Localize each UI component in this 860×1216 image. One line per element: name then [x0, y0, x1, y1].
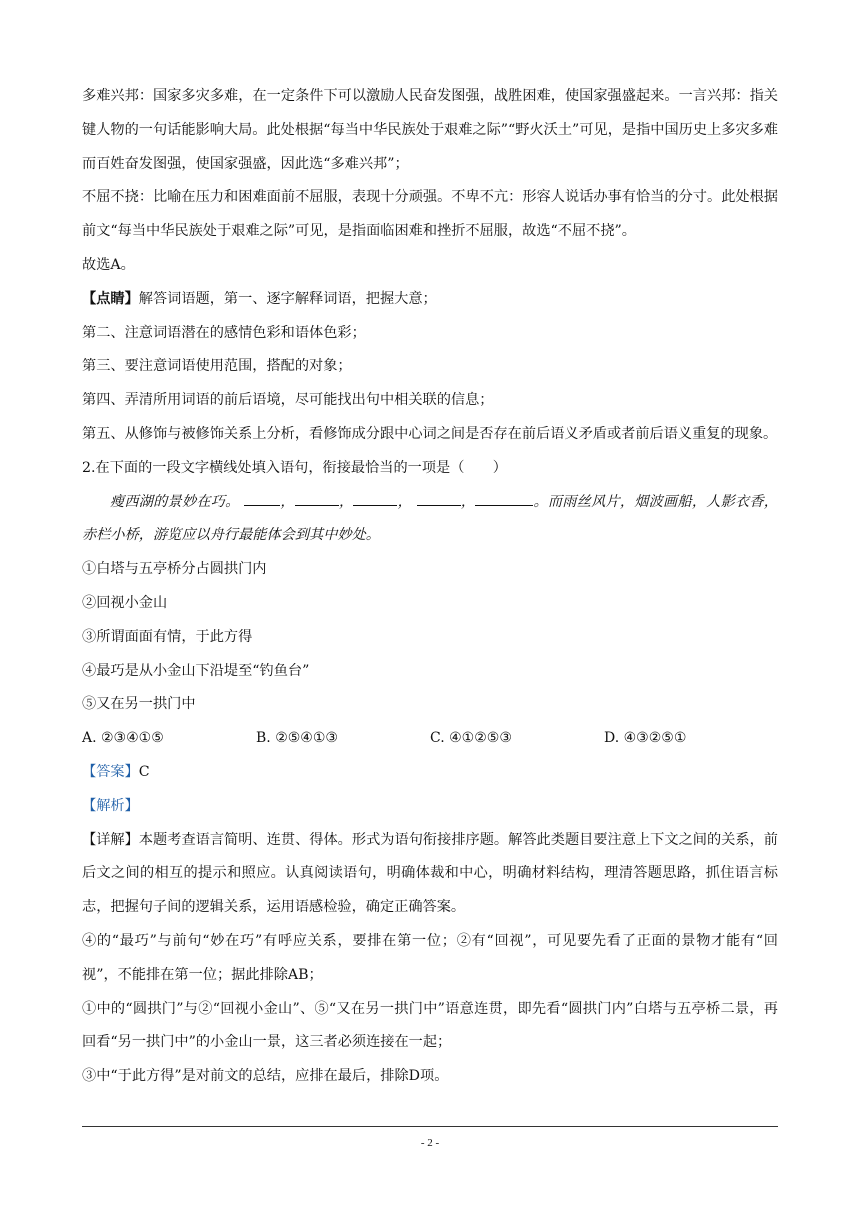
question-stem [82, 452, 778, 486]
detail-paragraph-4: ③中“于此方得”是对前文的总结，应排在最后，排除D项。 [82, 1068, 449, 1085]
answer-tag: 【答案】 [82, 763, 139, 780]
option-a: A. ②③④①⑤ [82, 730, 164, 747]
item-2: ②回视小金山 [82, 594, 168, 611]
blank-4 [417, 491, 461, 506]
passage-start: 瘦西湖的景妙在巧。 [110, 493, 240, 510]
detail-paragraph-1 [82, 824, 778, 925]
blank-1 [244, 491, 280, 506]
tip-tag: 【点睛】 [82, 290, 139, 307]
footer-divider [82, 1126, 778, 1127]
passage-end: 。而雨丝风片，烟波画船，人影衣香，赤栏小桥，游览应以舟行最能体会到其中妙处。 [82, 493, 778, 544]
answer-options [82, 722, 778, 756]
paragraph-duonan: 多难兴邦：国家多灾多难，在一定条件下可以激励人民奋发图强，战胜困难，使国家强盛起来。一言兴邦：指关键人物的一句话能影响大局。此处根据“每当中华民族处于艰难之际”“野火沃土”可见，是指中国历史上多灾多难而百姓奋发图强，使国家强盛，因此选“多难兴邦”； [82, 88, 778, 172]
paragraph-buqu: 不屈不挠：比喻在压力和困难面前不屈服，表现十分顽强。不卑不亢：形容人说话办事有恰当的分寸。此处根据前文“每当中华民族处于艰难之际”可见，是指面临困难和挫折不屈服，故选“不屈不挠”。 [82, 189, 778, 240]
question-passage: 瘦西湖的景妙在巧。 ， ， ， ， 。而雨丝风片，烟波画船，人影衣香，赤栏小桥，游览应以舟行最能体会到其中妙处。 [82, 486, 778, 554]
option-c: C. ④①②⑤③ [430, 730, 512, 747]
document-body [82, 80, 778, 1094]
blank-2 [295, 491, 339, 506]
paragraph-conclusion: 故选A。 [82, 256, 135, 273]
detail-text-1: 本题考查语言简明、连贯、得体。形式为语句衔接排序题。解答此类题目要注意上下文之间的关系，前后文之间的相互的提示和照应。认真阅读语句，明确体裁和中心，明确材料结构，理清答题思路，抓住语言标志，把握句子间的逻辑关系，运用语感检验，确定正确答案。 [82, 831, 778, 916]
paragraph-second: 第二、注意词语潜在的感情色彩和语体色彩； [82, 324, 366, 341]
item-1: ①白塔与五亭桥分占圆拱门内 [82, 561, 267, 578]
option-b: B. ②⑤④①③ [256, 730, 338, 747]
item-3: ③所谓面面有情，于此方得 [82, 628, 253, 645]
detail-paragraph-3: ①中的“圆拱门”与②“回视小金山”、⑤“又在另一拱门中”语意连贯，即先看“圆拱门内”白塔与五亭桥二景，再回看“另一拱门中”的小金山一景，这三者必须连接在一起； [82, 1000, 778, 1051]
answer-value: C [138, 763, 150, 780]
paragraph-fifth: 第五、从修饰与被修饰关系上分析，看修饰成分跟中心词之间是否存在前后语义矛盾或者前后语义重复的现象。 [82, 425, 778, 442]
detail-paragraph-2: ④的“最巧”与前句“妙在巧”有呼应关系，要排在第一位；②有“回视”，可见要先看了正面的景物才能有“回视”，不能排在第一位；据此排除AB； [82, 932, 778, 983]
analysis-tag: 【解析】 [82, 797, 139, 814]
paragraph-tip [82, 283, 778, 317]
paragraph-fourth: 第四、弄清所用词语的前后语境，尽可能找出句中相关联的信息； [82, 392, 494, 409]
paragraph-third: 第三、要注意词语使用范围，搭配的对象； [82, 358, 352, 375]
item-5: ⑤又在另一拱门中 [82, 696, 196, 713]
tip-text: 解答词语题，第一、逐字解释词语，把握大意； [138, 290, 437, 307]
item-4: ④最巧是从小金山下沿堤至“钓鱼台” [82, 662, 310, 679]
option-d: D. ④③②⑤① [604, 730, 687, 747]
question-stem-text: 在下面的一段文字横线处填入语句，衔接最恰当的一项是（ ） [95, 459, 507, 476]
page-number: - 2 - [420, 1137, 440, 1149]
blank-5 [475, 491, 533, 506]
detail-tag: 【详解】 [82, 831, 139, 848]
answer-line [82, 756, 778, 790]
question-number: 2. [82, 459, 96, 476]
blank-3 [353, 491, 397, 506]
